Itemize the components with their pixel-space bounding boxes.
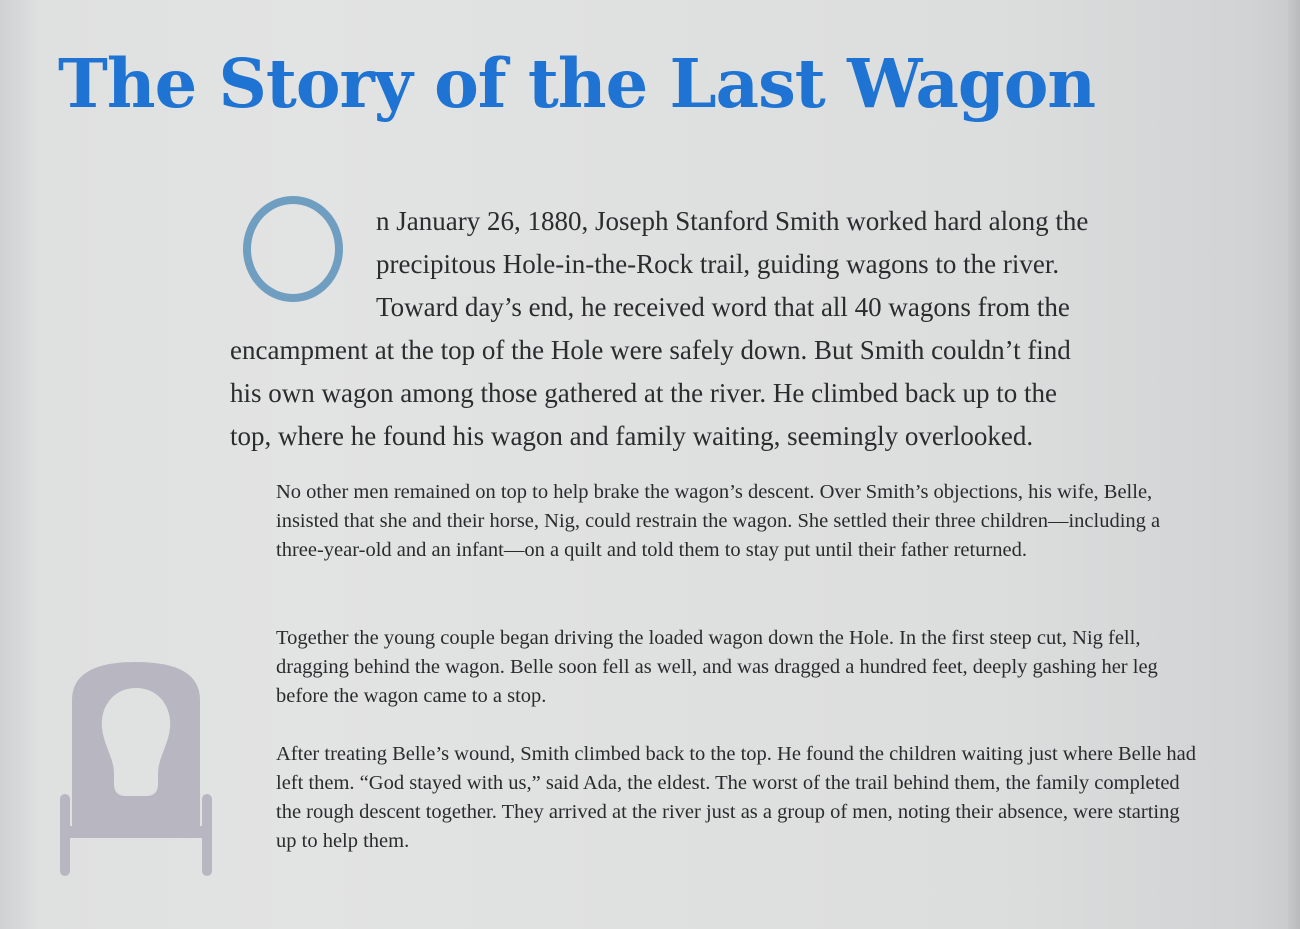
covered-wagon-icon (58, 660, 214, 882)
lead-line: precipitous Hole-in-the-Rock trail, guiding wagons to the river. (376, 249, 1060, 279)
body-paragraph: Together the young couple began driving the loaded wagon down the Hole. In the first steep cut, Nig fell, dragging behind the wagon. Belle soon fell as well, and was dragged a hundred feet, deeply gashing her leg before the wagon came to a stop. (276, 627, 1158, 707)
lead-line: n January 26, 1880, Joseph Stanford Smith worked hard along the (376, 206, 1089, 236)
dropcap-o-icon (243, 196, 343, 302)
sign-edge (1288, 0, 1300, 929)
lead-line: top, where he found his wagon and family waiting, seemingly overlooked. (230, 421, 1034, 451)
sign-title: The Story of the Last Wagon (58, 44, 1096, 123)
lead-line: his own wagon among those gathered at the river. He climbed back up to the (230, 378, 1058, 408)
body-paragraph: After treating Belle’s wound, Smith climbed back to the top. He found the children waiting just where Belle had left them. “God stayed with us,” said Ada, the eldest. The worst of the trail behind them, the family completed the rough descent together. They arrived at the river just as a group of men, noting their absence, were starting up to help them. (276, 743, 1196, 852)
body-paragraph: No other men remained on top to help brake the wagon’s descent. Over Smith’s objections, his wife, Belle, insisted that she and their horse, Nig, could restrain the wagon. She settled their three children—including a three-year-old and an infant—on a quilt and told them to stay put until their father returned. (276, 481, 1161, 561)
lead-line: encampment at the top of the Hole were safely down. But Smith couldn’t find (230, 335, 1071, 365)
lead-line: Toward day’s end, he received word that all 40 wagons from the (376, 292, 1070, 322)
